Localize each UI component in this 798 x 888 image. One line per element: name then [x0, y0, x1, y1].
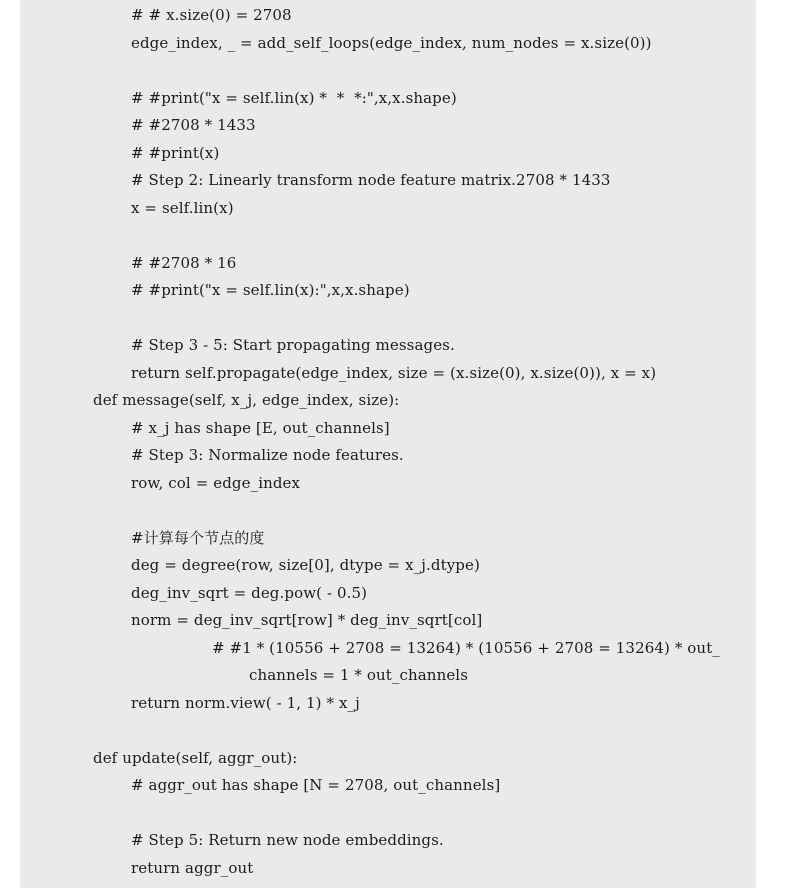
code-line: # #2708 * 1433	[131, 116, 256, 134]
code-line: # x_j has shape [E, out_channels]	[131, 418, 390, 437]
code-listing	[20, 0, 756, 888]
code-line: edge_index, _ = add_self_loops(edge_index, num_nodes = x.size(0))	[131, 33, 652, 52]
code-line: #计算每个节点的度	[131, 528, 265, 547]
code-line: # #print(x)	[131, 143, 220, 162]
code-line: # aggr_out has shape [N = 2708, out_channels]	[131, 776, 501, 794]
code-line: return norm.view( - 1, 1) * x_j	[131, 693, 360, 712]
code-line: def update(self, aggr_out):	[93, 748, 298, 767]
code-line: deg = degree(row, size[0], dtype = x_j.dtype)	[131, 556, 480, 574]
code-line: # # x.size(0) = 2708	[131, 6, 292, 24]
code-line: return aggr_out	[131, 858, 254, 877]
code-line: norm = deg_inv_sqrt[row] * deg_inv_sqrt[col]	[131, 611, 483, 629]
code-line: deg_inv_sqrt = deg.pow( - 0.5)	[131, 583, 368, 602]
code-line: row, col = edge_index	[131, 473, 301, 492]
code-line: # Step 5: Return new node embeddings.	[131, 831, 444, 849]
code-line: # Step 3: Normalize node features.	[131, 446, 404, 464]
code-line: x = self.lin(x)	[131, 198, 234, 217]
code-line: channels = 1 * out_channels	[249, 666, 468, 684]
code-line: def message(self, x_j, edge_index, size):	[93, 391, 400, 409]
code-line: # #1 * (10556 + 2708 = 13264) * (10556 + 2708 = 13264) * out_	[212, 638, 720, 657]
code-line: # #print("x = self.lin(x):",x,x.shape)	[131, 281, 410, 299]
code-line: # #print("x = self.lin(x) * * *:",x,x.shape)	[131, 88, 457, 107]
code-line: # #2708 * 16	[131, 253, 237, 272]
code-line: # Step 2: Linearly transform node feature matrix.2708 * 1433	[131, 171, 611, 189]
code-line: return self.propagate(edge_index, size = (x.size(0), x.size(0)), x = x)	[131, 363, 657, 382]
code-line: # Step 3 - 5: Start propagating messages.	[131, 336, 455, 354]
